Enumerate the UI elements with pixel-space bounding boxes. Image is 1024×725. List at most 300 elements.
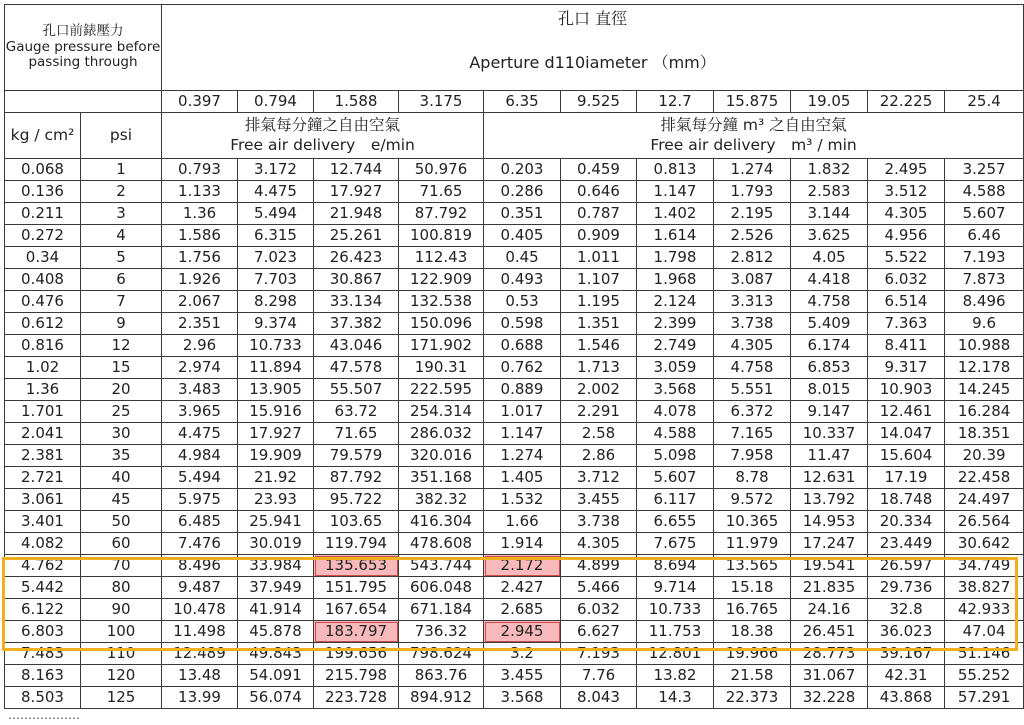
kg-column-header: kg / cm² bbox=[5, 113, 81, 159]
diameter-cell: 0.794 bbox=[238, 91, 314, 113]
flow-cell: 30.867 bbox=[314, 269, 399, 291]
flow-cell: 7.76 bbox=[561, 665, 637, 687]
flow-cell: 1.798 bbox=[637, 247, 714, 269]
flow-cell: 37.949 bbox=[238, 577, 314, 599]
flow-cell: 8.496 bbox=[162, 555, 238, 577]
psi-cell: 50 bbox=[81, 511, 162, 533]
flow-cell: 0.203 bbox=[484, 159, 561, 181]
flow-cell: 3.087 bbox=[714, 269, 791, 291]
aperture-title-en: Aperture d110iameter （mm） bbox=[469, 53, 716, 72]
flow-cell: 112.43 bbox=[399, 247, 484, 269]
psi-cell: 125 bbox=[81, 687, 162, 709]
flow-cell: 10.478 bbox=[162, 599, 238, 621]
flow-cell: 9.374 bbox=[238, 313, 314, 335]
flow-cell: 6.174 bbox=[791, 335, 868, 357]
flow-cell: 12.178 bbox=[945, 357, 1024, 379]
kg-cell: 1.701 bbox=[5, 401, 81, 423]
flow-cell: 79.579 bbox=[314, 445, 399, 467]
kg-cell: 0.068 bbox=[5, 159, 81, 181]
psi-cell: 25 bbox=[81, 401, 162, 423]
flow-cell: 3.568 bbox=[484, 687, 561, 709]
psi-cell: 90 bbox=[81, 599, 162, 621]
flow-cell: 6.627 bbox=[561, 621, 637, 643]
flow-cell: 11.498 bbox=[162, 621, 238, 643]
flow-cell: 382.32 bbox=[399, 489, 484, 511]
flow-cell: 10.903 bbox=[868, 379, 945, 401]
flow-cell: 171.902 bbox=[399, 335, 484, 357]
flow-cell: 12.461 bbox=[868, 401, 945, 423]
flow-cell: 18.351 bbox=[945, 423, 1024, 445]
right-group-zh: 排氣每分鐘 m³ 之自由空氣 bbox=[660, 116, 847, 135]
flow-cell: 5.607 bbox=[945, 203, 1024, 225]
psi-cell: 40 bbox=[81, 467, 162, 489]
flow-cell: 15.916 bbox=[238, 401, 314, 423]
psi-cell: 100 bbox=[81, 621, 162, 643]
flow-cell: 54.091 bbox=[238, 665, 314, 687]
flow-cell: 10.337 bbox=[791, 423, 868, 445]
flow-cell: 351.168 bbox=[399, 467, 484, 489]
flow-cell: 4.984 bbox=[162, 445, 238, 467]
flow-cell: 103.65 bbox=[314, 511, 399, 533]
flow-cell: 0.646 bbox=[561, 181, 637, 203]
flow-cell: 3.455 bbox=[484, 665, 561, 687]
flow-cell: 2.495 bbox=[868, 159, 945, 181]
flow-cell: 1.586 bbox=[162, 225, 238, 247]
flow-cell: 543.744 bbox=[399, 555, 484, 577]
pressure-title-zh: 孔口前錶壓力 bbox=[42, 22, 124, 39]
flow-cell: 190.31 bbox=[399, 357, 484, 379]
flow-cell: 14.953 bbox=[791, 511, 868, 533]
flow-cell: 33.134 bbox=[314, 291, 399, 313]
flow-cell: 19.909 bbox=[238, 445, 314, 467]
flow-cell: 2.945 bbox=[484, 621, 561, 643]
kg-cell: 0.34 bbox=[5, 247, 81, 269]
kg-cell: 0.211 bbox=[5, 203, 81, 225]
kg-cell: 8.163 bbox=[5, 665, 81, 687]
flow-cell: 0.405 bbox=[484, 225, 561, 247]
flow-cell: 1.351 bbox=[561, 313, 637, 335]
flow-cell: 55.252 bbox=[945, 665, 1024, 687]
kg-cell: 2.041 bbox=[5, 423, 81, 445]
flow-cell: 132.538 bbox=[399, 291, 484, 313]
flow-cell: 26.423 bbox=[314, 247, 399, 269]
psi-cell: 70 bbox=[81, 555, 162, 577]
flow-cell: 13.82 bbox=[637, 665, 714, 687]
psi-cell: 30 bbox=[81, 423, 162, 445]
flow-cell: 42.933 bbox=[945, 599, 1024, 621]
flow-cell: 2.526 bbox=[714, 225, 791, 247]
flow-cell: 25.941 bbox=[238, 511, 314, 533]
flow-cell: 21.835 bbox=[791, 577, 868, 599]
flow-cell: 12.744 bbox=[314, 159, 399, 181]
table-row bbox=[5, 159, 1024, 181]
flow-cell: 320.016 bbox=[399, 445, 484, 467]
flow-cell: 13.905 bbox=[238, 379, 314, 401]
diameter-cell: 3.175 bbox=[399, 91, 484, 113]
flow-cell: 49.843 bbox=[238, 643, 314, 665]
flow-cell: 95.722 bbox=[314, 489, 399, 511]
flow-cell: 1.66 bbox=[484, 511, 561, 533]
flow-cell: 254.314 bbox=[399, 401, 484, 423]
kg-cell: 5.442 bbox=[5, 577, 81, 599]
diameter-cell: 6.35 bbox=[484, 91, 561, 113]
flow-cell: 4.588 bbox=[945, 181, 1024, 203]
diameter-cell: 25.4 bbox=[945, 91, 1024, 113]
flow-cell: 3.172 bbox=[238, 159, 314, 181]
flow-cell: 9.147 bbox=[791, 401, 868, 423]
flow-cell: 8.043 bbox=[561, 687, 637, 709]
flow-cell: 34.749 bbox=[945, 555, 1024, 577]
flow-cell: 2.124 bbox=[637, 291, 714, 313]
kg-cell: 6.803 bbox=[5, 621, 81, 643]
flow-cell: 8.694 bbox=[637, 555, 714, 577]
flow-cell: 18.38 bbox=[714, 621, 791, 643]
flow-cell: 2.399 bbox=[637, 313, 714, 335]
flow-cell: 7.675 bbox=[637, 533, 714, 555]
flow-cell: 1.968 bbox=[637, 269, 714, 291]
flow-cell: 1.926 bbox=[162, 269, 238, 291]
flow-cell: 17.247 bbox=[791, 533, 868, 555]
flow-cell: 135.653 bbox=[314, 555, 399, 577]
psi-cell: 120 bbox=[81, 665, 162, 687]
flow-cell: 9.6 bbox=[945, 313, 1024, 335]
flow-cell: 39.167 bbox=[868, 643, 945, 665]
flow-cell: 6.853 bbox=[791, 357, 868, 379]
flow-cell: 0.286 bbox=[484, 181, 561, 203]
flow-cell: 4.758 bbox=[714, 357, 791, 379]
flow-cell: 4.05 bbox=[791, 247, 868, 269]
flow-cell: 0.762 bbox=[484, 357, 561, 379]
flow-cell: 6.655 bbox=[637, 511, 714, 533]
flow-cell: 71.65 bbox=[314, 423, 399, 445]
flow-cell: 25.261 bbox=[314, 225, 399, 247]
psi-cell: 35 bbox=[81, 445, 162, 467]
flow-cell: 3.059 bbox=[637, 357, 714, 379]
flow-cell: 23.449 bbox=[868, 533, 945, 555]
table-row bbox=[5, 511, 1024, 533]
flow-cell: 1.793 bbox=[714, 181, 791, 203]
flow-cell: 3.568 bbox=[637, 379, 714, 401]
flow-cell: 2.351 bbox=[162, 313, 238, 335]
flow-cell: 1.011 bbox=[561, 247, 637, 269]
flow-cell: 12.631 bbox=[791, 467, 868, 489]
diameter-cell: 12.7 bbox=[637, 91, 714, 113]
flow-cell: 42.31 bbox=[868, 665, 945, 687]
flow-cell: 2.974 bbox=[162, 357, 238, 379]
flow-cell: 17.927 bbox=[314, 181, 399, 203]
flow-cell: 24.497 bbox=[945, 489, 1024, 511]
kg-cell: 2.381 bbox=[5, 445, 81, 467]
flow-cell: 6.485 bbox=[162, 511, 238, 533]
flow-cell: 151.795 bbox=[314, 577, 399, 599]
flow-cell: 863.76 bbox=[399, 665, 484, 687]
flow-cell: 4.758 bbox=[791, 291, 868, 313]
kg-cell: 3.061 bbox=[5, 489, 81, 511]
flow-cell: 47.578 bbox=[314, 357, 399, 379]
flow-cell: 5.409 bbox=[791, 313, 868, 335]
flow-cell: 3.455 bbox=[561, 489, 637, 511]
flow-cell: 7.023 bbox=[238, 247, 314, 269]
table-row bbox=[5, 203, 1024, 225]
flow-cell: 0.53 bbox=[484, 291, 561, 313]
flow-cell: 38.827 bbox=[945, 577, 1024, 599]
table-row bbox=[5, 599, 1024, 621]
flow-cell: 119.794 bbox=[314, 533, 399, 555]
table-row bbox=[5, 379, 1024, 401]
flow-cell: 23.93 bbox=[238, 489, 314, 511]
kg-cell: 8.503 bbox=[5, 687, 81, 709]
flow-cell: 7.873 bbox=[945, 269, 1024, 291]
flow-cell: 2.291 bbox=[561, 401, 637, 423]
left-group-header bbox=[162, 113, 484, 159]
flow-cell: 5.098 bbox=[637, 445, 714, 467]
flow-cell: 9.487 bbox=[162, 577, 238, 599]
flow-cell: 7.193 bbox=[561, 643, 637, 665]
flow-cell: 5.494 bbox=[238, 203, 314, 225]
flow-cell: 1.147 bbox=[484, 423, 561, 445]
psi-cell: 80 bbox=[81, 577, 162, 599]
table-row bbox=[5, 423, 1024, 445]
flow-cell: 2.58 bbox=[561, 423, 637, 445]
table-row bbox=[5, 247, 1024, 269]
flow-cell: 1.107 bbox=[561, 269, 637, 291]
flow-cell: 1.195 bbox=[561, 291, 637, 313]
flow-cell: 0.459 bbox=[561, 159, 637, 181]
flow-cell: 1.274 bbox=[484, 445, 561, 467]
left-group-zh: 排氣每分鐘之自由空氣 bbox=[245, 116, 401, 135]
flow-cell: 3.712 bbox=[561, 467, 637, 489]
kg-cell: 4.082 bbox=[5, 533, 81, 555]
flow-cell: 416.304 bbox=[399, 511, 484, 533]
flow-cell: 6.372 bbox=[714, 401, 791, 423]
flow-cell: 20.39 bbox=[945, 445, 1024, 467]
flow-cell: 26.451 bbox=[791, 621, 868, 643]
table-row bbox=[5, 291, 1024, 313]
flow-cell: 4.078 bbox=[637, 401, 714, 423]
flow-cell: 1.532 bbox=[484, 489, 561, 511]
table-row bbox=[5, 643, 1024, 665]
flow-cell: 8.411 bbox=[868, 335, 945, 357]
flow-cell: 2.749 bbox=[637, 335, 714, 357]
flow-cell: 7.703 bbox=[238, 269, 314, 291]
psi-cell: 60 bbox=[81, 533, 162, 555]
table-row bbox=[5, 357, 1024, 379]
flow-cell: 1.756 bbox=[162, 247, 238, 269]
flow-cell: 50.976 bbox=[399, 159, 484, 181]
flow-cell: 1.614 bbox=[637, 225, 714, 247]
flow-cell: 32.228 bbox=[791, 687, 868, 709]
diameter-row-blank bbox=[5, 91, 162, 113]
flow-cell: 223.728 bbox=[314, 687, 399, 709]
flow-cell: 671.184 bbox=[399, 599, 484, 621]
kg-cell: 1.36 bbox=[5, 379, 81, 401]
flow-cell: 11.753 bbox=[637, 621, 714, 643]
flow-cell: 4.475 bbox=[238, 181, 314, 203]
flow-cell: 0.688 bbox=[484, 335, 561, 357]
flow-cell: 6.032 bbox=[868, 269, 945, 291]
flow-cell: 2.685 bbox=[484, 599, 561, 621]
table-row bbox=[5, 335, 1024, 357]
flow-cell: 2.583 bbox=[791, 181, 868, 203]
flow-cell: 19.541 bbox=[791, 555, 868, 577]
flow-cell: 13.99 bbox=[162, 687, 238, 709]
flow-cell: 215.798 bbox=[314, 665, 399, 687]
flow-cell: 6.315 bbox=[238, 225, 314, 247]
left-group-en: Free air delivery e/min bbox=[230, 135, 415, 154]
flow-cell: 9.572 bbox=[714, 489, 791, 511]
psi-cell: 9 bbox=[81, 313, 162, 335]
flow-cell: 22.458 bbox=[945, 467, 1024, 489]
flow-cell: 2.172 bbox=[484, 555, 561, 577]
flow-cell: 1.147 bbox=[637, 181, 714, 203]
flow-cell: 7.958 bbox=[714, 445, 791, 467]
table-row bbox=[5, 489, 1024, 511]
flow-cell: 41.914 bbox=[238, 599, 314, 621]
flow-cell: 36.023 bbox=[868, 621, 945, 643]
psi-cell: 15 bbox=[81, 357, 162, 379]
flow-cell: 4.305 bbox=[868, 203, 945, 225]
flow-cell: 3.257 bbox=[945, 159, 1024, 181]
psi-cell: 5 bbox=[81, 247, 162, 269]
flow-cell: 2.195 bbox=[714, 203, 791, 225]
kg-cell: 1.02 bbox=[5, 357, 81, 379]
kg-cell: 0.136 bbox=[5, 181, 81, 203]
flow-cell: 28.773 bbox=[791, 643, 868, 665]
aperture-title-zh: 孔口 直徑 bbox=[558, 9, 628, 28]
flow-cell: 1.832 bbox=[791, 159, 868, 181]
flow-cell: 1.713 bbox=[561, 357, 637, 379]
flow-cell: 29.736 bbox=[868, 577, 945, 599]
flow-cell: 30.019 bbox=[238, 533, 314, 555]
psi-cell: 6 bbox=[81, 269, 162, 291]
kg-cell: 3.401 bbox=[5, 511, 81, 533]
psi-cell: 1 bbox=[81, 159, 162, 181]
flow-cell: 4.588 bbox=[637, 423, 714, 445]
table-row bbox=[5, 577, 1024, 599]
flow-cell: 3.625 bbox=[791, 225, 868, 247]
kg-cell: 0.816 bbox=[5, 335, 81, 357]
flow-cell: 2.86 bbox=[561, 445, 637, 467]
flow-cell: 894.912 bbox=[399, 687, 484, 709]
flow-cell: 3.512 bbox=[868, 181, 945, 203]
flow-cell: 1.546 bbox=[561, 335, 637, 357]
flow-cell: 51.146 bbox=[945, 643, 1024, 665]
table-row bbox=[5, 401, 1024, 423]
flow-cell: 2.067 bbox=[162, 291, 238, 313]
kg-cell: 6.122 bbox=[5, 599, 81, 621]
flow-cell: 3.483 bbox=[162, 379, 238, 401]
flow-cell: 16.284 bbox=[945, 401, 1024, 423]
table-row bbox=[5, 665, 1024, 687]
flow-cell: 606.048 bbox=[399, 577, 484, 599]
psi-cell: 4 bbox=[81, 225, 162, 247]
psi-cell: 7 bbox=[81, 291, 162, 313]
psi-cell: 3 bbox=[81, 203, 162, 225]
flow-cell: 55.507 bbox=[314, 379, 399, 401]
flow-cell: 11.894 bbox=[238, 357, 314, 379]
air-flow-table bbox=[4, 4, 1024, 709]
right-group-header bbox=[484, 113, 1024, 159]
flow-cell: 7.476 bbox=[162, 533, 238, 555]
flow-cell: 24.16 bbox=[791, 599, 868, 621]
table-row bbox=[5, 687, 1024, 709]
aperture-header bbox=[162, 5, 1024, 91]
flow-cell: 45.878 bbox=[238, 621, 314, 643]
pressure-title-en: Gauge pressure before passing through bbox=[5, 38, 161, 71]
flow-cell: 1.274 bbox=[714, 159, 791, 181]
flow-cell: 150.096 bbox=[399, 313, 484, 335]
flow-cell: 5.607 bbox=[637, 467, 714, 489]
flow-cell: 1.405 bbox=[484, 467, 561, 489]
table-row bbox=[5, 313, 1024, 335]
kg-cell: 7.483 bbox=[5, 643, 81, 665]
flow-cell: 1.36 bbox=[162, 203, 238, 225]
psi-cell: 12 bbox=[81, 335, 162, 357]
kg-cell: 0.612 bbox=[5, 313, 81, 335]
flow-cell: 4.418 bbox=[791, 269, 868, 291]
flow-cell: 5.522 bbox=[868, 247, 945, 269]
flow-cell: 798.624 bbox=[399, 643, 484, 665]
flow-cell: 17.19 bbox=[868, 467, 945, 489]
flow-cell: 8.015 bbox=[791, 379, 868, 401]
flow-cell: 18.748 bbox=[868, 489, 945, 511]
flow-cell: 5.975 bbox=[162, 489, 238, 511]
flow-cell: 33.984 bbox=[238, 555, 314, 577]
flow-cell: 10.365 bbox=[714, 511, 791, 533]
flow-cell: 5.466 bbox=[561, 577, 637, 599]
flow-cell: 183.797 bbox=[314, 621, 399, 643]
flow-cell: 10.988 bbox=[945, 335, 1024, 357]
diameter-cell: 0.397 bbox=[162, 91, 238, 113]
pressure-header bbox=[5, 5, 162, 91]
flow-cell: 2.002 bbox=[561, 379, 637, 401]
flow-cell: 478.608 bbox=[399, 533, 484, 555]
flow-cell: 16.765 bbox=[714, 599, 791, 621]
flow-cell: 2.427 bbox=[484, 577, 561, 599]
flow-cell: 87.792 bbox=[314, 467, 399, 489]
flow-cell: 15.604 bbox=[868, 445, 945, 467]
flow-cell: 37.382 bbox=[314, 313, 399, 335]
table-row bbox=[5, 269, 1024, 291]
flow-cell: 4.899 bbox=[561, 555, 637, 577]
flow-cell: 0.813 bbox=[637, 159, 714, 181]
flow-cell: 5.494 bbox=[162, 467, 238, 489]
flow-cell: 63.72 bbox=[314, 401, 399, 423]
flow-cell: 56.074 bbox=[238, 687, 314, 709]
diameter-cell: 9.525 bbox=[561, 91, 637, 113]
flow-cell: 2.96 bbox=[162, 335, 238, 357]
flow-cell: 6.032 bbox=[561, 599, 637, 621]
flow-cell: 11.47 bbox=[791, 445, 868, 467]
flow-cell: 22.373 bbox=[714, 687, 791, 709]
flow-cell: 9.317 bbox=[868, 357, 945, 379]
flow-cell: 4.305 bbox=[714, 335, 791, 357]
flow-cell: 0.793 bbox=[162, 159, 238, 181]
psi-cell: 110 bbox=[81, 643, 162, 665]
psi-column-header: psi bbox=[81, 113, 162, 159]
flow-cell: 17.927 bbox=[238, 423, 314, 445]
table-row bbox=[5, 533, 1024, 555]
diameter-cell: 19.05 bbox=[791, 91, 868, 113]
flow-cell: 21.948 bbox=[314, 203, 399, 225]
table-row bbox=[5, 467, 1024, 489]
psi-cell: 20 bbox=[81, 379, 162, 401]
footer-note: ⋯⋯⋯⋯⋯⋯ bbox=[8, 711, 80, 725]
flow-cell: 4.956 bbox=[868, 225, 945, 247]
flow-cell: 9.714 bbox=[637, 577, 714, 599]
flow-cell: 5.551 bbox=[714, 379, 791, 401]
kg-cell: 0.408 bbox=[5, 269, 81, 291]
